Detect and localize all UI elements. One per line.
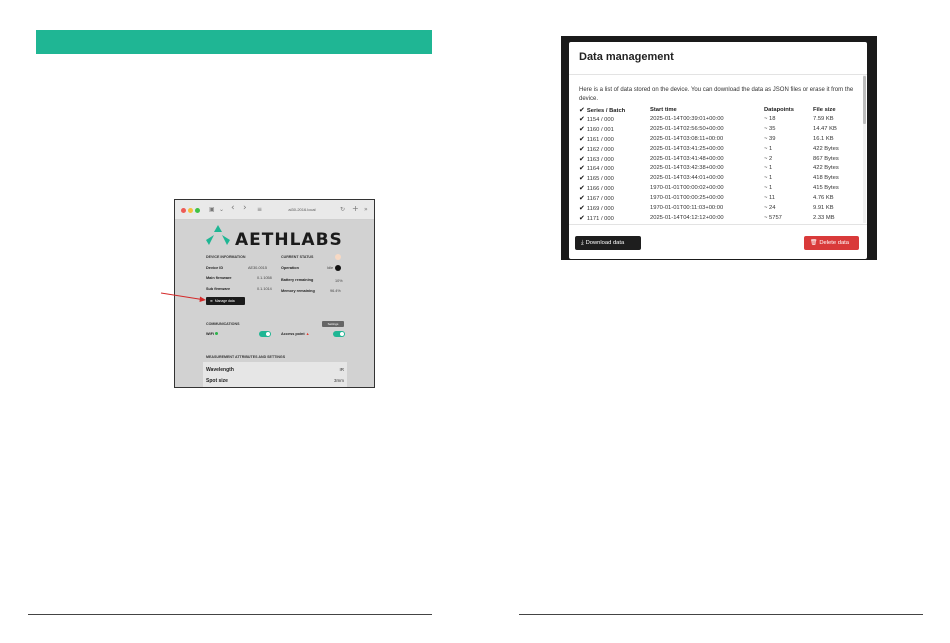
table-row[interactable]: ✔ 1164 / 000 2025-01-14T03:42:38+00:00 ~ 1 422 Bytes <box>579 164 839 173</box>
data-table <box>579 105 863 223</box>
select-all-checkbox-icon[interactable]: ✔ <box>579 105 585 114</box>
reader-icon[interactable]: ≡ <box>257 206 263 213</box>
sub-firmware-label: Sub firmware <box>206 287 231 291</box>
memory-label: Memory remaining <box>281 289 315 293</box>
column-header-datapoints: Datapoints <box>764 106 794 113</box>
brand-wordmark: AETHLABS <box>235 230 343 250</box>
column-header-series: ✔ Series / Batch <box>579 105 626 114</box>
device-id-label: Device ID <box>206 266 224 270</box>
aethlabs-logo-icon <box>205 223 231 249</box>
table-row[interactable]: ✔ 1166 / 000 1970-01-01T00:00:02+00:00 ~ 1 415 Bytes <box>579 184 839 193</box>
row-checkbox-icon[interactable]: ✔ <box>579 124 585 133</box>
modal-description: Here is a list of data stored on the device. You can download the data as JSON files or erase it from the device. <box>579 87 854 102</box>
minimize-window-icon[interactable] <box>188 208 193 213</box>
row-checkbox-icon[interactable]: ✔ <box>579 134 585 143</box>
data-management-modal <box>569 42 867 259</box>
forward-icon[interactable]: › <box>243 203 247 213</box>
table-row[interactable]: ✔ 1161 / 000 2025-01-14T03:08:11+00:00 ~ 39 16.1 KB <box>579 134 834 143</box>
scrollbar-thumb[interactable] <box>863 76 866 124</box>
spot-size-label: Spot size <box>206 378 228 384</box>
table-row[interactable]: ✔ 1154 / 000 2025-01-14T00:39:01+00:00 ~ 18 7.59 KB <box>579 114 834 123</box>
row-checkbox-icon[interactable]: ✔ <box>579 184 585 193</box>
sidebar-icon[interactable]: ▣ <box>209 206 215 213</box>
browser-toolbar <box>175 200 374 220</box>
section-header-band <box>36 30 432 54</box>
battery-label: Battery remaining <box>281 278 314 282</box>
table-row[interactable]: ✔ 1171 / 000 2025-01-14T04:12:12+00:00 ~ 5757 2.33 MB <box>579 213 835 222</box>
row-checkbox-icon[interactable]: ✔ <box>579 114 585 123</box>
access-point-label: Access point ▲ <box>281 332 310 336</box>
sub-firmware-value: 0.1.1014 <box>257 287 272 291</box>
zoom-window-icon[interactable] <box>195 208 200 213</box>
warning-icon: ▲ <box>305 332 310 336</box>
left-footer-rule <box>28 614 432 615</box>
chevron-down-icon[interactable]: ⌄ <box>219 206 225 213</box>
download-icon: ⤓ <box>581 240 584 246</box>
column-header-start-time: Start time <box>650 106 677 113</box>
wavelength-value: IR <box>339 367 344 372</box>
modal-footer-divider <box>569 224 867 225</box>
row-checkbox-icon[interactable]: ✔ <box>579 203 585 212</box>
current-status-heading: CURRENT STATUS <box>281 255 314 259</box>
battery-value: 10% <box>335 279 343 283</box>
new-tab-icon[interactable]: + <box>352 204 359 213</box>
row-checkbox-icon[interactable]: ✔ <box>579 213 585 222</box>
memory-value: 96.4% <box>330 289 341 293</box>
status-indicator-icon <box>335 254 341 260</box>
table-row[interactable]: ✔ 1165 / 000 2025-01-14T03:44:01+00:00 ~ 1 418 Bytes <box>579 174 839 183</box>
table-row[interactable]: ✔ 1163 / 000 2025-01-14T03:41:48+00:00 ~ 2 867 Bytes <box>579 154 839 163</box>
row-checkbox-icon[interactable]: ✔ <box>579 144 585 153</box>
address-bar[interactable]: ai30-2016.local <box>288 207 316 212</box>
back-icon[interactable]: ‹ <box>231 203 235 213</box>
main-firmware-value: 0.1.1058 <box>257 276 272 280</box>
settings-button[interactable]: Settings <box>322 321 344 327</box>
access-point-toggle[interactable] <box>333 331 345 337</box>
download-data-button[interactable]: ⤓ Download data <box>575 236 641 250</box>
operation-value: Idle <box>327 266 334 270</box>
wavelength-label: Wavelength <box>206 367 234 373</box>
column-header-file-size: File size <box>813 106 836 113</box>
main-firmware-label: Main firmware <box>206 276 232 280</box>
measurement-heading: MEASUREMENT ATTRIBUTES AND SETTINGS <box>206 355 286 359</box>
callout-arrow-icon <box>160 291 208 305</box>
more-tabs-icon[interactable]: » <box>364 206 368 213</box>
table-row[interactable]: ✔ 1162 / 000 2025-01-14T03:41:25+00:00 ~ 1 422 Bytes <box>579 144 839 153</box>
device-info-heading: DEVICE INFORMATION <box>206 255 246 259</box>
row-checkbox-icon[interactable]: ✔ <box>579 164 585 173</box>
table-header-row <box>579 105 863 114</box>
close-window-icon[interactable] <box>181 208 186 213</box>
wifi-status-icon <box>215 332 218 335</box>
table-row[interactable]: ✔ 1169 / 000 1970-01-01T00:11:03+00:00 ~ 24 9.91 KB <box>579 203 834 212</box>
row-checkbox-icon[interactable]: ✔ <box>579 154 585 163</box>
measurement-table <box>203 362 347 388</box>
table-row[interactable]: ✔ 1167 / 000 1970-01-01T00:00:25+00:00 ~ 11 4.76 KB <box>579 194 834 203</box>
operation-label: Operation <box>281 266 299 270</box>
wifi-toggle[interactable] <box>259 331 271 337</box>
modal-divider <box>569 74 867 75</box>
row-checkbox-icon[interactable]: ✔ <box>579 194 585 203</box>
reload-icon[interactable]: ↻ <box>340 206 346 213</box>
play-icon[interactable] <box>335 265 341 271</box>
wifi-label: WiFi <box>206 332 218 336</box>
modal-title: Data management <box>579 51 674 63</box>
list-icon: ≡ <box>210 299 213 303</box>
communications-heading: COMMUNICATIONS <box>206 322 240 326</box>
delete-data-button[interactable]: 🗑 Delete data <box>804 236 859 250</box>
right-footer-rule <box>519 614 923 615</box>
row-checkbox-icon[interactable]: ✔ <box>579 174 585 183</box>
table-row[interactable]: ✔ 1160 / 001 2025-01-14T02:56:50+00:00 ~ 35 14.47 KB <box>579 124 837 133</box>
spot-size-value: 3mm <box>334 378 344 383</box>
manage-data-button[interactable]: ≡ Manage data <box>206 297 245 305</box>
trash-icon: 🗑 <box>810 240 818 246</box>
device-id-value: AE30-0015 <box>248 266 267 270</box>
